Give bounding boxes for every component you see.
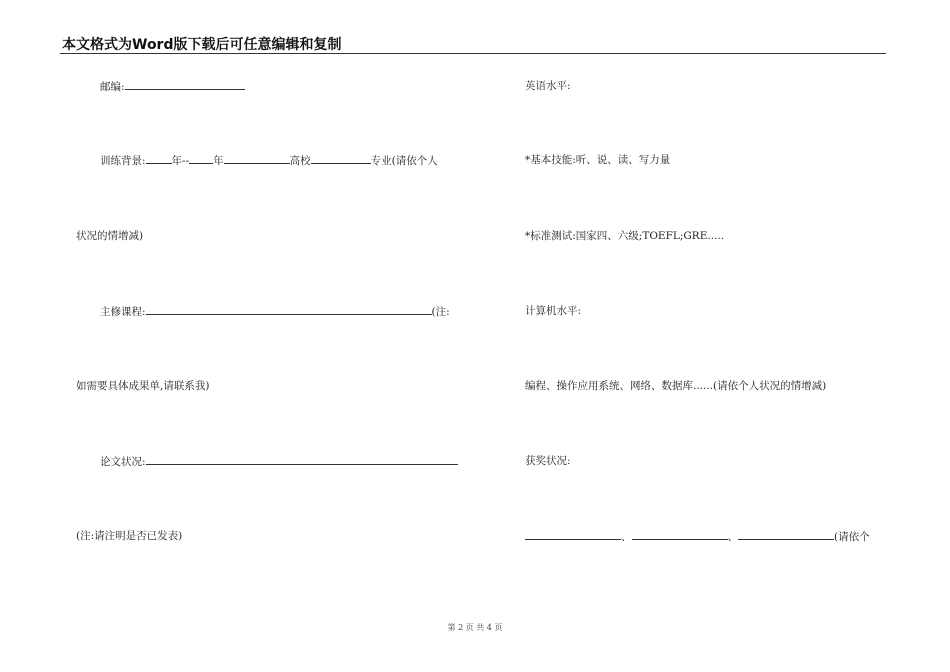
courses-continuation: 如需要具体成果单,请联系我) xyxy=(76,380,210,392)
thesis-line xyxy=(100,454,458,469)
courses-label: 主修课程: xyxy=(100,306,146,318)
award-separator-2: 、 xyxy=(727,531,738,543)
training-year2-text: 年 xyxy=(213,155,224,167)
training-major-text: 专业(请依个人 xyxy=(370,155,438,167)
award-blank-2[interactable] xyxy=(632,529,728,540)
courses-line xyxy=(100,304,450,319)
training-school-blank[interactable] xyxy=(224,153,290,164)
training-major-blank[interactable] xyxy=(311,153,371,164)
awards-note: (请依个 xyxy=(834,531,870,543)
english-level: 英语水平: xyxy=(525,80,571,92)
awards-line xyxy=(525,529,870,544)
thesis-label: 论文状况: xyxy=(100,456,146,468)
computer-detail: 编程、操作应用系统、网络、数据库......(请依个人状况的情增减) xyxy=(525,380,827,392)
page-number: 第 2 页 共 4 页 xyxy=(447,623,503,632)
awards-label: 获奖状况: xyxy=(525,455,571,467)
training-continuation: 状况的情增减) xyxy=(76,230,144,242)
postcode-label: 邮编: xyxy=(100,81,125,93)
header-divider xyxy=(60,53,886,54)
training-year1-text: 年-- xyxy=(171,155,190,167)
thesis-note: (注:请注明是否已发表) xyxy=(76,530,183,542)
training-line xyxy=(100,153,438,168)
basic-skills: *基本技能:听、说、读、写力量 xyxy=(525,154,671,166)
standard-tests: *标准测试:国家四、六级;TOEFL;GRE..... xyxy=(525,230,725,242)
document-header-title: 本文格式为Word版下载后可任意编辑和复制 xyxy=(62,37,342,53)
postcode-blank[interactable] xyxy=(125,79,245,90)
courses-note: (注: xyxy=(431,306,450,318)
training-label: 训练背景: xyxy=(100,155,146,167)
award-blank-3[interactable] xyxy=(738,529,834,540)
training-year-start-blank[interactable] xyxy=(146,153,172,164)
training-year-end-blank[interactable] xyxy=(189,153,213,164)
postcode-line xyxy=(100,79,245,94)
training-school-text: 高校 xyxy=(289,155,311,167)
computer-level: 计算机水平: xyxy=(525,305,582,317)
award-blank-1[interactable] xyxy=(525,529,621,540)
courses-blank[interactable] xyxy=(146,304,432,315)
award-separator-1: 、 xyxy=(621,531,632,543)
thesis-blank[interactable] xyxy=(146,454,458,465)
